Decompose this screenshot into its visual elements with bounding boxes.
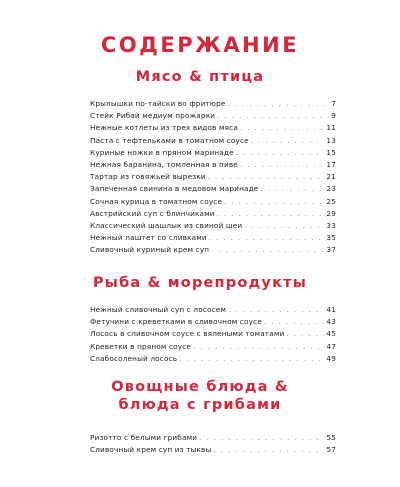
toc-item-title: Лосось в сливочном соусе с вялеными томатами [90,329,285,339]
toc-item-page: 23 [326,184,336,194]
toc-item-title: Нежный сливочный суп с лососем [90,305,227,314]
toc-leader-dots [199,432,324,444]
toc-item-title: Австрийский суп с блинчиками [90,208,215,218]
toc-item-title: Фетучини с креветками в сливочном соусе [90,317,262,327]
toc-item-page: 47 [326,341,336,351]
toc-item[interactable] [90,171,336,183]
toc-item-page: 37 [326,245,336,255]
toc-item-page: 55 [326,433,336,442]
toc-item-page: 7 [331,99,336,108]
toc-item-title: Стейк Рибай медиум прожарки [90,111,216,121]
toc-item[interactable] [90,135,336,147]
toc-item-title: Крылышки по-тайски во фритюре [90,99,226,108]
toc-item-page: 9 [331,111,336,121]
toc-leader-dots [228,98,330,110]
toc-leader-dots [240,122,324,134]
toc-list-meat [90,98,336,256]
toc-item-page: 25 [326,196,336,206]
toc-item-title: Куриные ножки в пряном маринаде [90,147,234,157]
toc-item-page: 11 [326,123,336,133]
toc-item-page: 35 [326,233,336,243]
toc-leader-dots [224,196,324,208]
toc-item-page: 49 [326,353,336,363]
toc-item[interactable] [90,353,336,365]
toc-item-title: Паста с тефтельками в томатном соусе [90,135,249,145]
toc-item-page: 45 [326,329,336,339]
toc-item-page: 13 [326,135,336,145]
toc-item[interactable] [90,122,336,134]
toc-item-title: Сочная курица в томатном соусе [90,196,223,206]
toc-leader-dots [193,341,324,353]
toc-item[interactable] [90,110,336,122]
toc-leader-dots [217,110,329,122]
toc-leader-dots [211,244,324,256]
toc-item[interactable] [90,208,336,220]
toc-leader-dots [208,171,325,183]
toc-item[interactable] [90,341,336,353]
toc-item-page: 17 [326,159,336,169]
toc-item-title: Слабосоленый лосось [90,353,178,363]
toc-item[interactable] [90,304,336,316]
toc-leader-dots [209,232,325,244]
toc-item-title: Ризотто с белыми грибами [90,433,198,442]
toc-item[interactable] [90,159,336,171]
toc-item[interactable] [90,98,336,110]
toc-item-title: Нежный паштет со сливками [90,233,207,243]
toc-item[interactable] [90,220,336,232]
toc-item[interactable] [90,183,336,195]
toc-item-title: Креветки в пряном соусе [90,341,192,351]
toc-item[interactable] [90,232,336,244]
toc-leader-dots [240,159,324,171]
toc-item[interactable] [90,432,336,444]
toc-item-page: 15 [326,147,336,157]
toc-item-title: Тартар из говяжьей вырезки [90,172,206,182]
toc-item[interactable] [90,316,336,328]
toc-item[interactable] [90,196,336,208]
toc-leader-dots [264,316,325,328]
section-title-vegetables-line-2: блюда с грибами [118,397,282,413]
toc-list-vegetables [90,432,336,456]
toc-leader-dots [251,135,325,147]
section-title-vegetables-line-1: Овощные блюда & [111,379,289,395]
toc-leader-dots [286,328,324,340]
toc-leader-dots [213,444,324,456]
toc-item[interactable] [90,147,336,159]
toc-list-fish [90,304,336,365]
section-title-fish: Рыба & морепродукты [92,275,308,291]
toc-item-page: 41 [326,305,336,314]
toc-item-title: Сливочный куриный крем суп [90,245,210,255]
toc-item-page: 57 [326,445,336,455]
toc-item-title: Нежная баранина, томленная в пиве [90,159,238,169]
section-title-meat: Мясо & птица [135,69,265,85]
toc-item-page: 29 [326,208,336,218]
toc-item-title: Нежные котлеты из трех видов мяса [90,123,238,133]
toc-item[interactable] [90,328,336,340]
page-title: СОДЕРЖАНИЕ [100,33,300,57]
toc-item-page: 33 [326,220,336,230]
toc-leader-dots [236,147,325,159]
toc-leader-dots [244,220,324,232]
toc-item-page: 43 [326,317,336,327]
toc-leader-dots [179,353,324,365]
toc-item-page: 21 [326,172,336,182]
toc-leader-dots [217,208,325,220]
toc-item-title: Классический шашлык из свиной шеи [90,220,243,230]
toc-item[interactable] [90,244,336,256]
toc-leader-dots [228,304,324,316]
toc-item-title: Запеченная свинина в медовом маринаде [90,184,259,194]
toc-item-title: Сливочный крем суп из тыквы [90,445,212,455]
toc-item[interactable] [90,444,336,456]
toc-leader-dots [260,183,324,195]
